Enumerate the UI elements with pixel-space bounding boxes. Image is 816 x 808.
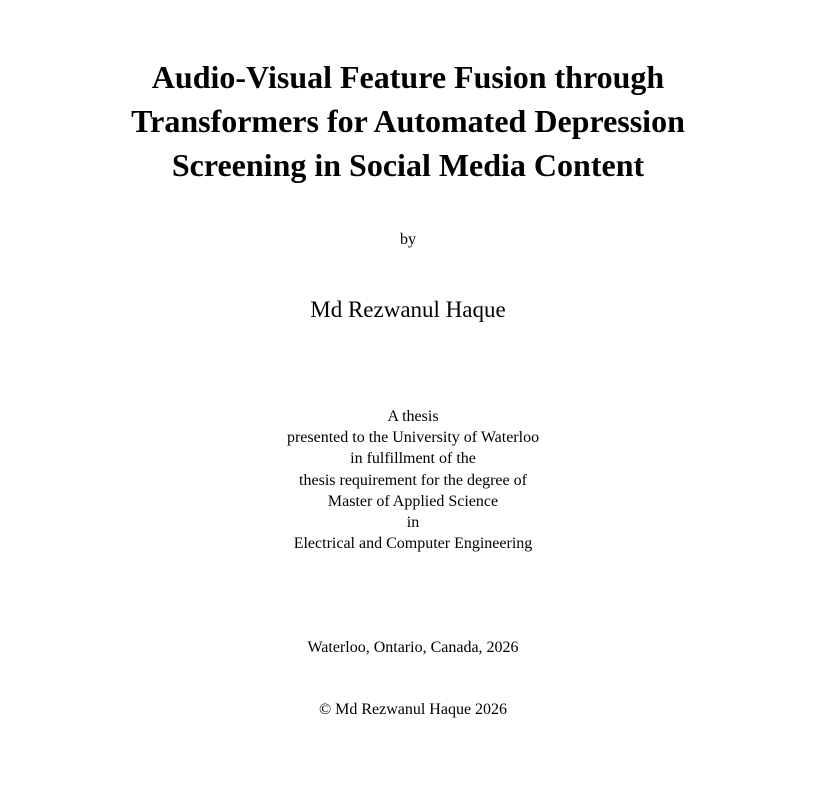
thesis-statement-line: thesis requirement for the degree of xyxy=(299,471,527,489)
copyright-notice: © Md Rezwanul Haque 2026 xyxy=(318,701,508,718)
thesis-title xyxy=(0,55,816,187)
place-and-year: Waterloo, Ontario, Canada, 2026 xyxy=(307,639,519,656)
thesis-statement-line: Electrical and Computer Engineering xyxy=(293,535,533,553)
thesis-title-line: Audio-Visual Feature Fusion through xyxy=(151,59,665,95)
author-name: Md Rezwanul Haque xyxy=(310,297,506,322)
thesis-statement-line: presented to the University of Waterloo xyxy=(286,429,540,447)
thesis-statement-line: A thesis xyxy=(387,408,439,425)
thesis-statement-line: Master of Applied Science xyxy=(327,492,499,510)
by-label: by xyxy=(400,231,416,248)
thesis-statement-line: in fulfillment of the xyxy=(350,450,476,468)
thesis-statement-line: in xyxy=(406,514,420,532)
thesis-statement xyxy=(0,406,816,554)
thesis-title-line: Transformers for Automated Depression xyxy=(131,103,685,139)
thesis-title-line: Screening in Social Media Content xyxy=(171,147,645,183)
